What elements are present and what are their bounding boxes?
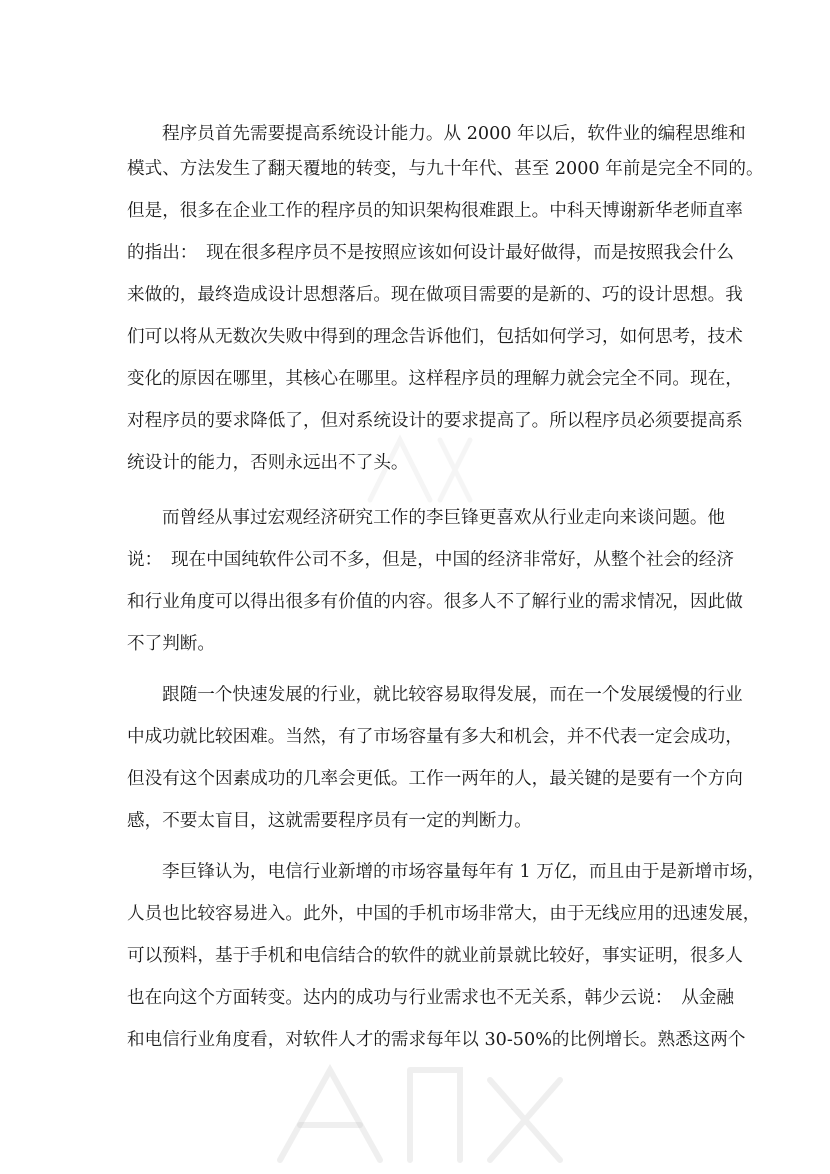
paragraph-2-line-4: 不了判断。 xyxy=(127,634,215,654)
paragraph-1-line-5: 来做的，最终造成设计思想落后。现在做项目需要的是新的、巧的设计思想。我 xyxy=(127,285,743,305)
paragraph-3-line-4: 感，不要太盲目，这就需要程序员有一定的判断力。 xyxy=(127,811,532,831)
paragraph-1-line-2: 模式、方法发生了翻天覆地的转变，与九十年代、甚至 2000 年前是完全不同的。 xyxy=(127,159,764,179)
paragraph-1-line-6: 们可以将从无数次失败中得到的理念告诉他们，包括如何学习，如何思考，技术 xyxy=(127,327,743,347)
paragraph-3-line-2: 中成功就比较困难。当然，有了市场容量有多大和机会，并不代表一定会成功， xyxy=(127,727,743,747)
paragraph-3-line-1: 跟随一个快速发展的行业，就比较容易取得发展，而在一个发展缓慢的行业 xyxy=(162,685,743,705)
paragraph-1-line-3: 但是，很多在企业工作的程序员的知识架构很难跟上。中科天博谢新华老师直率 xyxy=(127,201,743,221)
paragraph-4-line-2: 人员也比较容易进入。此外，中国的手机市场非常大，由于无线应用的迅速发展， xyxy=(127,904,761,924)
paragraph-3-line-3: 但没有这个因素成功的几率会更低。工作一两年的人，最关键的是要有一个方向 xyxy=(127,769,743,789)
paragraph-1-line-8: 对程序员的要求降低了，但对系统设计的要求提高了。所以程序员必须要提高系 xyxy=(127,411,743,431)
paragraph-4-line-5: 和电信行业角度看，对软件人才的需求每年以 30-50%的比例增长。熟悉这两个 xyxy=(127,1030,746,1050)
paragraph-1-line-1: 程序员首先需要提高系统设计能力。从 2000 年以后，软件业的编程思维和 xyxy=(162,124,746,144)
paragraph-1-line-7: 变化的原因在哪里，其核心在哪里。这样程序员的理解力就会完全不同。现在， xyxy=(127,369,743,389)
paragraph-2-line-1: 而曾经从事过宏观经济研究工作的李巨锋更喜欢从行业走向来谈问题。他 xyxy=(162,508,726,528)
paragraph-4-line-1: 李巨锋认为，电信行业新增的市场容量每年有 1 万亿，而且由于是新增市场， xyxy=(162,862,765,882)
paragraph-4-line-3: 可以预料，基于手机和电信结合的软件的就业前景就比较好，事实证明，很多人 xyxy=(127,946,743,966)
paragraph-1-line-4: 的指出： 现在很多程序员不是按照应该如何设计最好做得，而是按照我会什么 xyxy=(127,243,734,263)
paragraph-2-line-2: 说： 现在中国纯软件公司不多，但是，中国的经济非常好，从整个社会的经济 xyxy=(127,550,734,570)
paragraph-1-line-9: 统设计的能力，否则永远出不了头。 xyxy=(127,453,409,473)
paragraph-2-line-3: 和行业角度可以得出很多有价值的内容。很多人不了解行业的需求情况，因此做 xyxy=(127,592,743,612)
paragraph-4-line-4: 也在向这个方面转变。达内的成功与行业需求也不无关系，韩少云说： 从金融 xyxy=(127,988,734,1008)
